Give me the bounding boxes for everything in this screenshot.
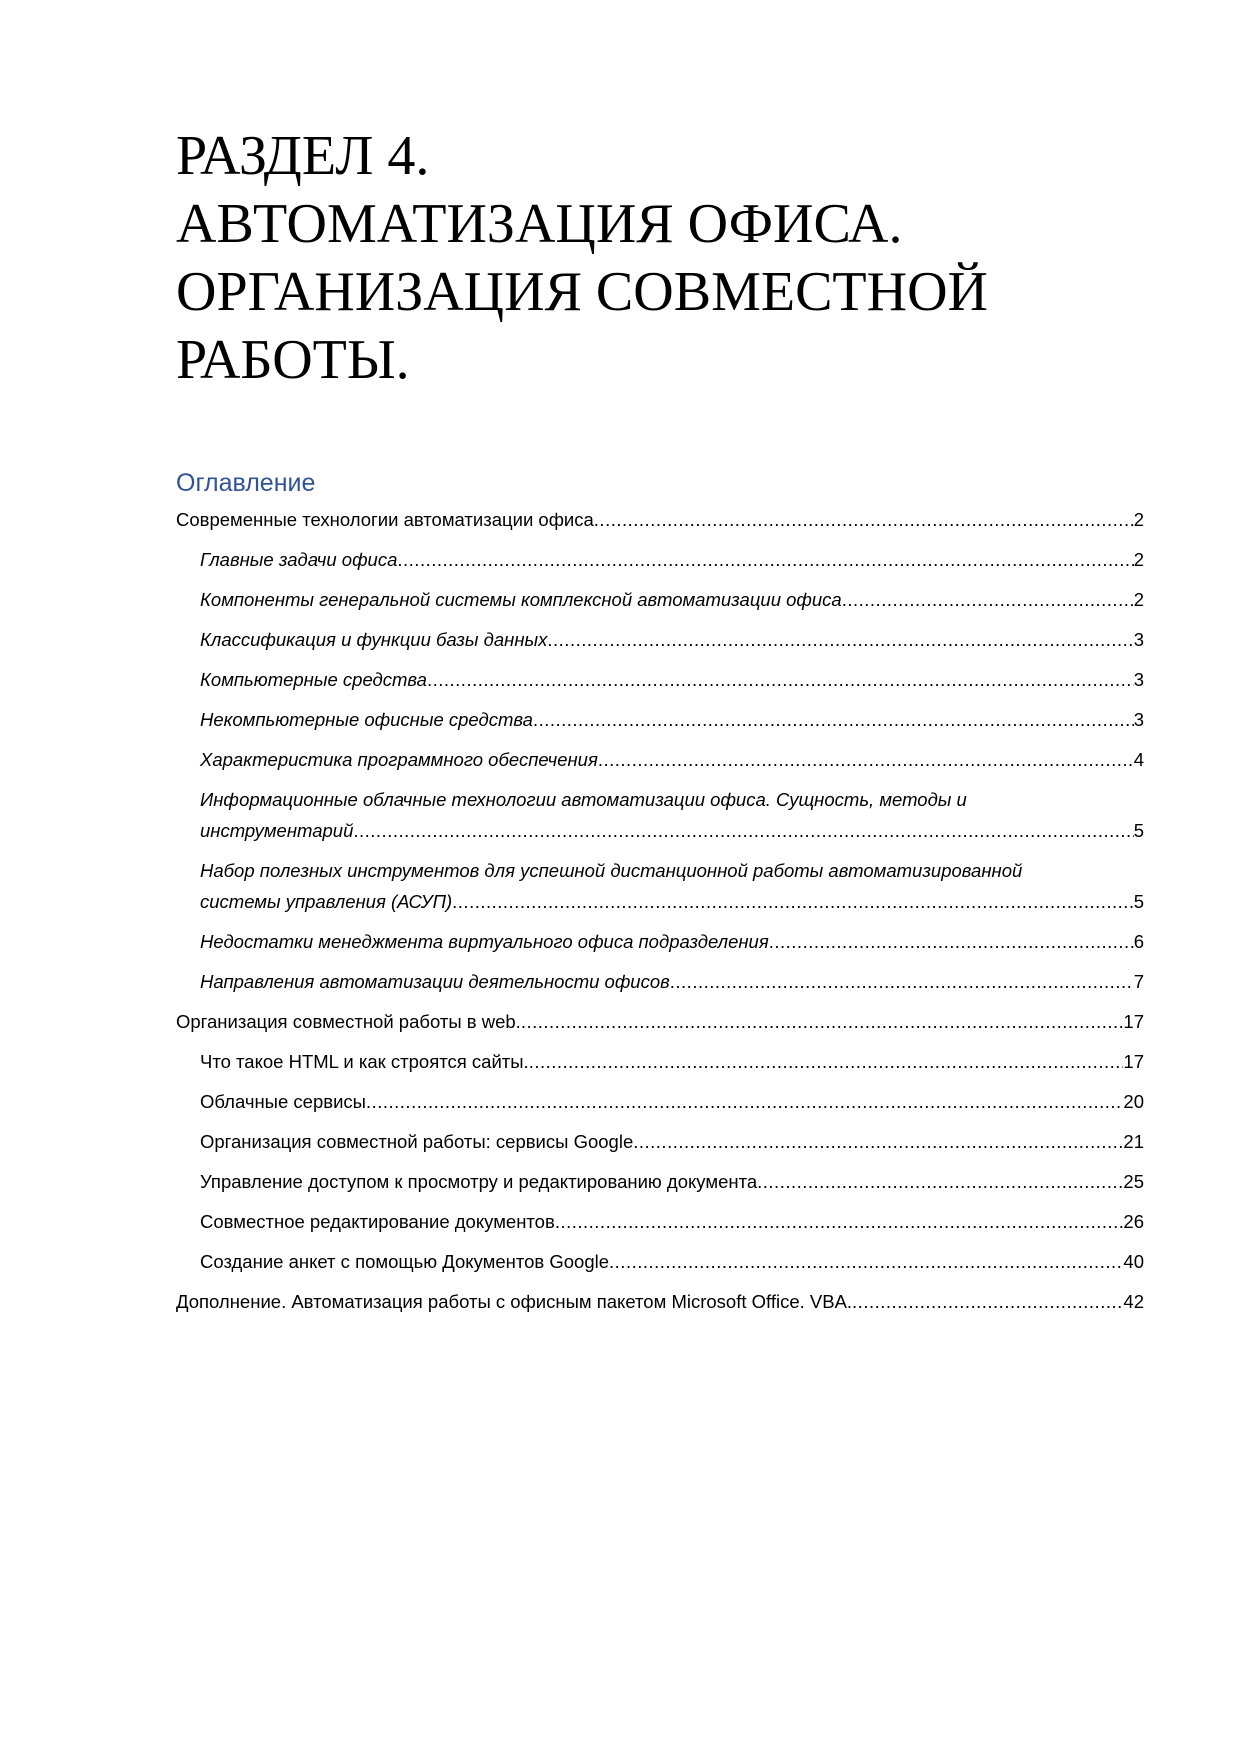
dot-leader [547, 624, 1133, 655]
dot-leader [366, 1086, 1123, 1117]
toc-entry-title[interactable]: Облачные сервисы [200, 1091, 366, 1112]
dot-leader [521, 1006, 1124, 1037]
section-title-line-2: АВТОМАТИЗАЦИЯ ОФИСА. [176, 193, 903, 255]
toc-entry-vba-appendix[interactable] [176, 1286, 1144, 1317]
toc-entry-google-services[interactable] [176, 1126, 1144, 1157]
dot-leader [427, 664, 1134, 695]
toc-entry-web-collaboration[interactable] [176, 1006, 1144, 1037]
dot-leader [533, 704, 1134, 735]
dot-leader [452, 886, 1134, 917]
toc-page-number[interactable]: 42 [1123, 1291, 1144, 1312]
toc-entry-title[interactable]: Организация совместной работы: сервисы Google [200, 1131, 634, 1152]
dot-leader [529, 1046, 1124, 1077]
toc-entry-cloud-services[interactable] [176, 1086, 1144, 1117]
toc-page-number[interactable]: 4 [1133, 749, 1144, 770]
toc-entry-virtual-office-drawbacks[interactable] [176, 926, 1144, 957]
dot-leader [769, 926, 1134, 957]
toc-page-number[interactable]: 21 [1123, 1131, 1144, 1152]
toc-page-number[interactable]: 25 [1123, 1171, 1144, 1192]
dot-leader [555, 1206, 1124, 1237]
toc-entry-title[interactable]: Что такое HTML и как строятся сайты. [200, 1051, 529, 1072]
toc-entry-access-management[interactable] [176, 1166, 1144, 1197]
dot-leader [842, 584, 1134, 615]
toc-entry-title[interactable]: Характеристика программного обеспечения [200, 749, 598, 770]
toc-entry-database-classification[interactable] [176, 624, 1144, 655]
toc-page-number[interactable]: 2 [1133, 509, 1144, 530]
toc-page-number[interactable]: 26 [1123, 1211, 1144, 1232]
toc-entry-html-sites[interactable] [176, 1046, 1144, 1077]
toc-entry-title[interactable]: Главные задачи офиса [200, 549, 398, 570]
toc-page-number[interactable]: 2 [1133, 589, 1144, 610]
section-title-line-1: РАЗДЕЛ 4. [176, 125, 430, 187]
toc-entry-software-characteristics[interactable] [176, 744, 1144, 775]
toc-entry-title[interactable]: Управление доступом к просмотру и редактированию документа [200, 1171, 758, 1192]
toc-page-number[interactable]: 2 [1133, 549, 1144, 570]
toc-entry-title[interactable]: Организация совместной работы в web. [176, 1011, 521, 1032]
toc-entry-title[interactable]: Компьютерные средства [200, 669, 427, 690]
toc-entry-title-line-1[interactable]: Информационные облачные технологии автоматизации офиса. Сущность, методы и [200, 789, 967, 810]
dot-leader [757, 1166, 1123, 1197]
toc-entry-title[interactable]: Совместное редактирование документов [200, 1211, 555, 1232]
toc-entry-computer-tools[interactable] [176, 664, 1144, 695]
toc-entry-system-components[interactable] [176, 584, 1144, 615]
toc-entry-google-forms[interactable] [176, 1246, 1144, 1277]
toc-heading: Оглавление [176, 469, 316, 497]
section-title [176, 122, 1136, 394]
table-of-contents [176, 504, 1144, 1317]
toc-entry-title[interactable]: Современные технологии автоматизации офиса [176, 509, 594, 530]
toc-entry-title[interactable]: Классификация и функции базы данных [200, 629, 548, 650]
toc-page-number[interactable]: 7 [1133, 971, 1144, 992]
toc-page-number[interactable]: 17 [1123, 1011, 1144, 1032]
dot-leader [670, 966, 1134, 997]
toc-entry-non-computer-tools[interactable] [176, 704, 1144, 735]
section-title-line-3: ОРГАНИЗАЦИЯ СОВМЕСТНОЙ [176, 261, 988, 323]
toc-entry-title-line-1[interactable]: Набор полезных инструментов для успешной дистанционной работы автоматизированной [200, 860, 1023, 881]
toc-entry-title[interactable]: Создание анкет с помощью Документов Google [200, 1251, 610, 1272]
toc-entry-title[interactable]: Недостатки менеджмента виртуального офиса подразделения [200, 931, 769, 952]
dot-leader [397, 544, 1133, 575]
toc-entry-title-line-2[interactable]: системы управления (АСУП) [200, 891, 453, 912]
toc-page-number[interactable]: 40 [1123, 1251, 1144, 1272]
toc-entry-title[interactable]: Дополнение. Автоматизация работы с офисным пакетом Microsoft Office. VBA. [176, 1291, 853, 1312]
toc-entry-title[interactable]: Некомпьютерные офисные средства [200, 709, 533, 730]
toc-entry-title[interactable]: Компоненты генеральной системы комплексной автоматизации офиса [200, 589, 842, 610]
toc-entry-automation-directions[interactable] [176, 966, 1144, 997]
toc-page-number[interactable]: 3 [1133, 629, 1144, 650]
section-title-line-4: РАБОТЫ. [176, 329, 410, 391]
toc-entry-modern-technologies[interactable] [176, 504, 1144, 535]
toc-page-number[interactable]: 17 [1123, 1051, 1144, 1072]
toc-page-number[interactable]: 5 [1133, 891, 1144, 912]
toc-entry-co-editing[interactable] [176, 1206, 1144, 1237]
dot-leader [598, 744, 1134, 775]
dot-leader [594, 504, 1134, 535]
dot-leader [852, 1286, 1123, 1317]
toc-entry-remote-work-tools[interactable] [176, 855, 1144, 917]
toc-entry-office-tasks[interactable] [176, 544, 1144, 575]
toc-page-number[interactable]: 20 [1123, 1091, 1144, 1112]
dot-leader [609, 1246, 1123, 1277]
dot-leader [633, 1126, 1123, 1157]
toc-entry-title-line-2[interactable]: инструментарий [200, 820, 354, 841]
dot-leader [353, 815, 1133, 846]
toc-page-number[interactable]: 3 [1133, 709, 1144, 730]
toc-page-number[interactable]: 5 [1133, 820, 1144, 841]
toc-entry-cloud-technologies[interactable] [176, 784, 1144, 846]
toc-page-number[interactable]: 3 [1133, 669, 1144, 690]
toc-page-number[interactable]: 6 [1133, 931, 1144, 952]
toc-entry-title[interactable]: Направления автоматизации деятельности офисов [200, 971, 670, 992]
